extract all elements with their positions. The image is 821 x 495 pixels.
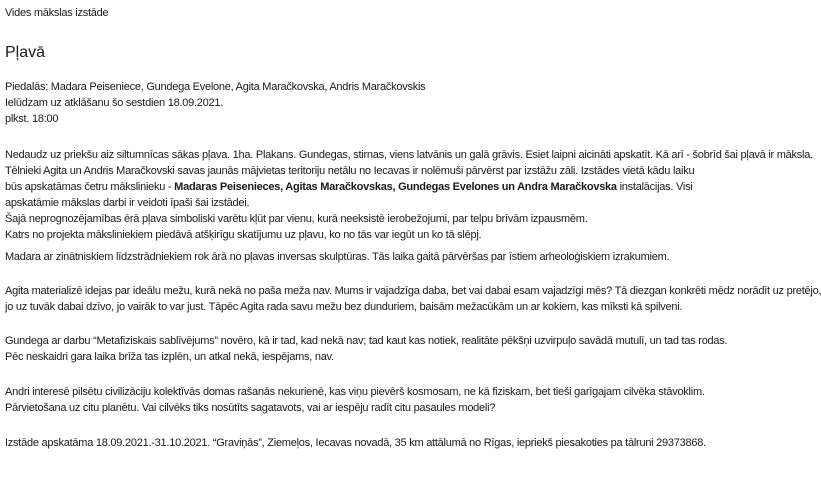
andris-paragraph <box>5 384 705 416</box>
opening-time: plkst. 18:00 <box>5 113 59 125</box>
agita-line-2: jo uz tuvāk dabai dzīvo, jo vairāk to var just. Tāpēc Agita rada savu mežu bez dunduriem, baisām mežacūkām un ar kokiem, kas mīksti kā spilveni. <box>5 301 683 313</box>
participants-text: Piedalās: Madara Peiseniece, Gundega Evelone, Agita Maračkovska, Andris Maračkovskis <box>5 81 426 93</box>
madara-paragraph <box>5 249 695 265</box>
visit-info-paragraph <box>5 435 706 451</box>
gundega-paragraph <box>5 333 728 365</box>
intro-line-2 <box>5 163 695 211</box>
gundega-line-2: Pēc neskaidri gara laika brīža tas izplēn, un atkal nekā, iespējams, nav. <box>5 351 334 363</box>
gundega-line-1: Gundega ar darbu “Metafiziskais sablīvējums” novēro, kā ir tad, kad nekā nav; tad kaut kas notiek, realitāte pēkšņi uzvirpuļo savādā mutulī, un tad tas rodas. <box>5 335 728 347</box>
invitation-text: Ielūdzam uz atklāšanu šo sestdien 18.09.2021. <box>5 97 224 109</box>
visit-info-text: Izstāde apskatāma 18.09.2021.-31.10.2021. “Graviņās”, Ziemeļos, Iecavas novadā, 35 km attālumā no Rīgas, iepriekš piesakoties pa tālruni 29373868. <box>5 437 706 449</box>
article-category: Vides mākslas izstāde <box>5 7 109 19</box>
intro-line-3: Šajā neprognozējamības ērā pļava simboliski varētu kļūt par vienu, kurā neeksistē ierobežojumi, par telpu brīvām izpausmēm. <box>5 213 588 225</box>
intro-paragraph <box>5 147 813 243</box>
intro-line-2-end: instalācijas. Visi apskatāmie mākslas darbi ir veidoti īpaši šai izstādei. <box>5 181 693 209</box>
madara-text: Madara ar zinātniskiem līdzstrādniekiem rok ārā no pļavas inversas skulptūras. Tās laika gaitā pārvēršas par īstiem arheoloģiskiem izrakumiem. <box>5 251 670 263</box>
intro-line-1: Nedaudz uz priekšu aiz siltumnīcas sākas pļava. 1ha. Plakans. Gundegas, stirnas, viens latvānis un galā grāvis. Esiet laipni aicināti apskatīt. Kā arī - šobrīd šai pļavā ir māksla. <box>5 149 813 161</box>
andris-line-1: Andri interesē pilsētu civilizāciju kolektīvās domas rašanās nekurienē, kas viņu pievērš kosmosam, ne kā fiziskam, bet tieši garīgajam cilvēka stāvoklim. <box>5 386 705 398</box>
artists-names: Madaras Peisenieces, Agitas Maračkovskas, Gundegas Evelones un Andra Maračkovska <box>174 181 617 193</box>
andris-line-2: Pārvietošana uz citu planētu. Vai cilvēks tiks nosūtīts sagatavots, vai ar iespēju radīt citu pasaules modeli? <box>5 402 496 414</box>
exhibition-info <box>5 79 695 127</box>
intro-line-2-start: Tēlnieki Agita un Andris Maračkovski savas jaunās mājvietas teritoriju netālu no Iecavas ir nolēmuši pārvērst par izstāžu zāli. Izstādes vietā kādu laiku būs apskatāmas četru mākslinieku - <box>5 165 695 193</box>
agita-paragraph <box>5 283 821 315</box>
intro-line-4: Katrs no projekta māksliniekiem piedāvā atšķirīgu skatījumu uz pļavu, ko no tās var iegūt un ko tā slēpj. <box>5 229 482 241</box>
agita-line-1: Agita materializē idejas par ideālu mežu, kurā nekā no pašа meža nav. Mums ir vajadzīga daba, bet vai dabai esam vajadzīgi mēs? Tā diezgan konkrēti mēdz norādīt uz pretējo, <box>5 285 821 297</box>
page-title: Pļavā <box>5 44 46 61</box>
